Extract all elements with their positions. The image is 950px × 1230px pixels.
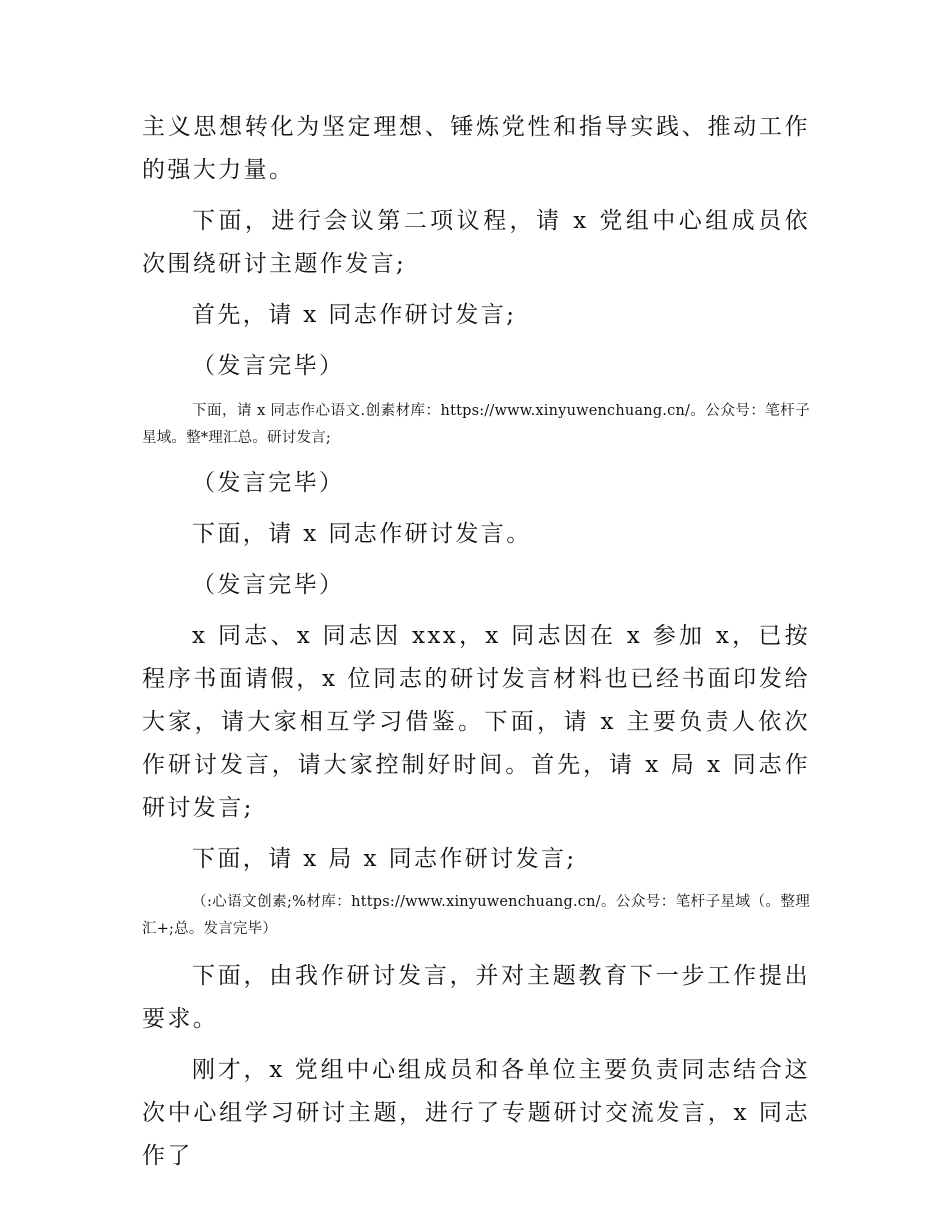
paragraph-12: 下面，由我作研讨发言，并对主题教育下一步工作提出要求。	[142, 963, 810, 1032]
source-note-1: 下面，请 x 同志作心语文.创素材库：https://www.xinyuwenchuang.cn/。公众号：笔杆子星域。整*理汇总。研讨发言;	[142, 403, 810, 446]
paragraph-8: （发言完毕）	[192, 572, 345, 598]
paragraph-10: 下面，请 x 局 x 同志作研讨发言;	[192, 846, 577, 872]
paragraph-7: 下面，请 x 同志作研讨发言。	[192, 521, 532, 547]
document-body	[142, 106, 810, 1178]
paragraph-9: x 同志、x 同志因 xxx，x 同志因在 x 参加 x，已按程序书面请假，x 位同志的研讨发言材料也已经书面印发给大家，请大家相互学习借鉴。下面，请 x 主要负责人依次作研讨发言，请大家控制好时间。首先，请 x 局 x 同志作研讨发言;	[142, 623, 810, 821]
paragraph-13: 刚才，x 党组中心组成员和各单位主要负责同志结合这次中心组学习研讨主题，进行了专题研讨交流发言，x 同志作了	[142, 1057, 810, 1169]
source-note-2: （:心语文创素;%材库：https://www.xinyuwenchuang.cn/。公众号：笔杆子星域（。整理汇+;总。发言完毕）	[142, 894, 810, 937]
paragraph-6: （发言完毕）	[192, 470, 345, 496]
paragraph-3: 首先，请 x 同志作研讨发言;	[192, 302, 517, 328]
paragraph-2: 下面，进行会议第二项议程，请 x 党组中心组成员依次围绕研讨主题作发言;	[142, 208, 810, 277]
paragraph-1: 主义思想转化为坚定理想、锤炼党性和指导实践、推动工作的强大力量。	[142, 114, 810, 183]
paragraph-4: （发言完毕）	[192, 353, 345, 379]
